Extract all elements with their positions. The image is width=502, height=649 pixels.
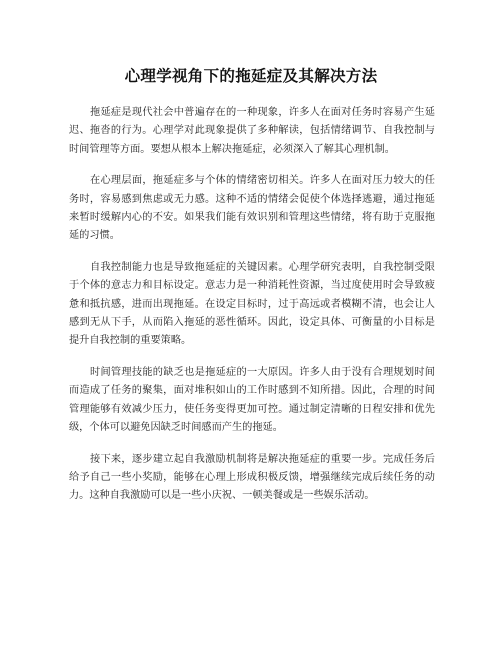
document-body [69,104,435,519]
document-title: 心理学视角下的拖延症及其解决方法 [124,67,378,85]
paragraph-5: 接下来，逐步建立起自我激励机制将是解决拖延症的重要一步。完成任务后给予自己一些小奖励，能够在心理上形成积极反馈，增强继续完成后续任务的动力。这种自我激励可以是一些小庆祝、一顿美餐或是一些娱乐活动。 [69,453,435,502]
paragraph-3: 自我控制能力也是导致拖延症的关键因素。心理学研究表明，自我控制受限于个体的意志力和目标设定。意志力是一种消耗性资源，当过度使用时会导致疲惫和抵抗感，进而出现拖延。在设定目标时，过于高远或者模糊不清，也会让人感到无从下手，从而陷入拖延的恶性循环。因此，设定具体、可衡量的小目标是提升自我控制的重要策略。 [69,261,435,347]
paragraph-1: 拖延症是现代社会中普遍存在的一种现象，许多人在面对任务时容易产生延迟、拖沓的行为。心理学对此现象提供了多种解读，包括情绪调节、自我控制与时间管理等方面。要想从根本上解决拖延症，必须深入了解其心理机制。 [69,107,435,155]
paragraph-2: 在心理层面，拖延症多与个体的情绪密切相关。许多人在面对压力较大的任务时，容易感到焦虑或无力感。这种不适的情绪会促使个体选择逃避，通过拖延来暂时缓解内心的不安。如果我们能有效识别和管理这些情绪，将有助于克服拖延的习惯。 [69,175,435,242]
paragraph-4: 时间管理技能的缺乏也是拖延症的一大原因。许多人由于没有合理规划时间而造成了任务的聚集，面对堆积如山的工作时感到不知所措。因此，合理的时间管理能够有效减少压力，使任务变得更加可控。通过制定清晰的日程安排和优先级，个体可以避免因缺乏时间感而产生的拖延。 [69,366,435,434]
